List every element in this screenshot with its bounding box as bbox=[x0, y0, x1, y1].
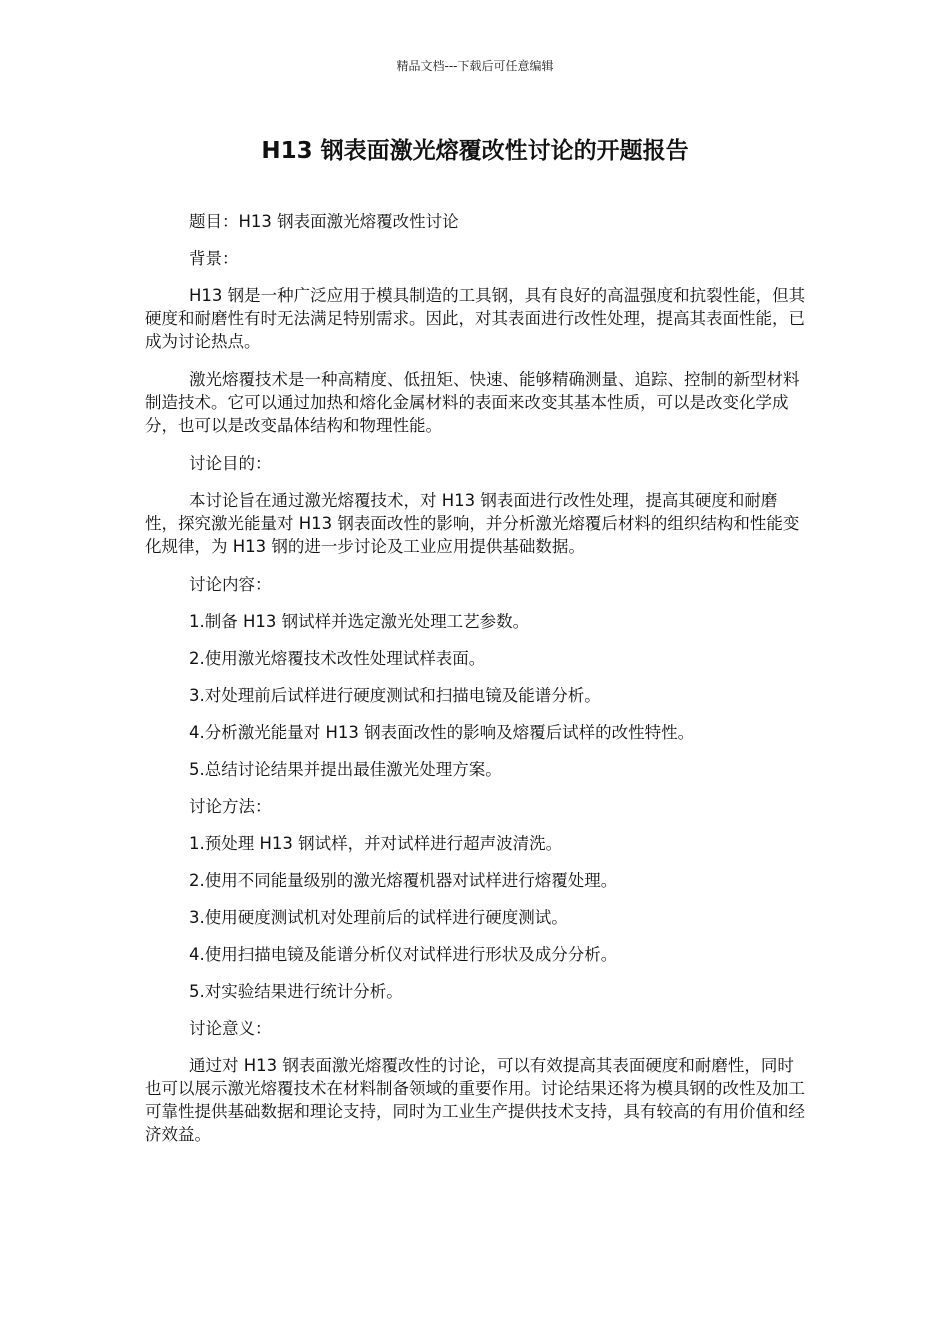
method-item-4: 4.使用扫描电镜及能谱分析仪对试样进行形状及成分分析。 bbox=[189, 945, 618, 964]
topic-line: 题目：H13 钢表面激光熔覆改性讨论 bbox=[189, 212, 459, 231]
document-body bbox=[145, 210, 807, 1161]
method-item-3: 3.使用硬度测试机对处理前后的试样进行硬度测试。 bbox=[189, 908, 568, 927]
document-title: H13 钢表面激光熔覆改性讨论的开题报告 bbox=[261, 138, 689, 164]
background-paragraph-2: 激光熔覆技术是一种高精度、低扭矩、快速、能够精确测量、追踪、控制的新型材料制造技术。它可以通过加热和熔化金属材料的表面来改变其基本性质，可以是改变化学成分，也可以是改变晶体结构和物理性能。 bbox=[145, 370, 800, 435]
background-paragraph-1: H13 钢是一种广泛应用于模具制造的工具钢，具有良好的高温强度和抗裂性能，但其硬度和耐磨性有时无法满足特别需求。因此，对其表面进行改性处理，提高其表面性能，已成为讨论热点。 bbox=[145, 286, 806, 351]
section-heading-method: 讨论方法： bbox=[189, 797, 272, 816]
content-item-5: 5.总结讨论结果并提出最佳激光处理方案。 bbox=[189, 760, 502, 779]
content-item-3: 3.对处理前后试样进行硬度测试和扫描电镜及能谱分析。 bbox=[189, 686, 601, 705]
content-item-1: 1.制备 H13 钢试样并选定激光处理工艺参数。 bbox=[189, 612, 530, 631]
purpose-paragraph: 本讨论旨在通过激光熔覆技术，对 H13 钢表面进行改性处理，提高其硬度和耐磨性，探究激光能量对 H13 钢表面改性的影响，并分析激光熔覆后材料的组织结构和性能变化规律，为 H13 钢的进一步讨论及工业应用提供基础数据。 bbox=[145, 491, 800, 556]
method-item-1: 1.预处理 H13 钢试样，并对试样进行超声波清洗。 bbox=[189, 834, 563, 853]
content-item-2: 2.使用激光熔覆技术改性处理试样表面。 bbox=[189, 649, 486, 668]
header-note: 精品文档---下载后可任意编辑 bbox=[396, 59, 554, 73]
significance-paragraph: 通过对 H13 钢表面激光熔覆改性的讨论，可以有效提高其表面硬度和耐磨性，同时也可以展示激光熔覆技术在材料制备领域的重要作用。讨论结果还将为模具钢的改性及加工可靠性提供基础数据和理论支持，同时为工业生产提供技术支持，具有较高的有用价值和经济效益。 bbox=[145, 1056, 805, 1144]
section-heading-significance: 讨论意义： bbox=[189, 1019, 272, 1038]
section-heading-background: 背景： bbox=[189, 249, 239, 268]
content-item-4: 4.分析激光能量对 H13 钢表面改性的影响及熔覆后试样的改性特性。 bbox=[189, 723, 695, 742]
section-heading-purpose: 讨论目的： bbox=[189, 454, 272, 473]
method-item-2: 2.使用不同能量级别的激光熔覆机器对试样进行熔覆处理。 bbox=[189, 871, 618, 890]
method-item-5: 5.对实验结果进行统计分析。 bbox=[189, 982, 403, 1001]
section-heading-content: 讨论内容： bbox=[189, 575, 272, 594]
